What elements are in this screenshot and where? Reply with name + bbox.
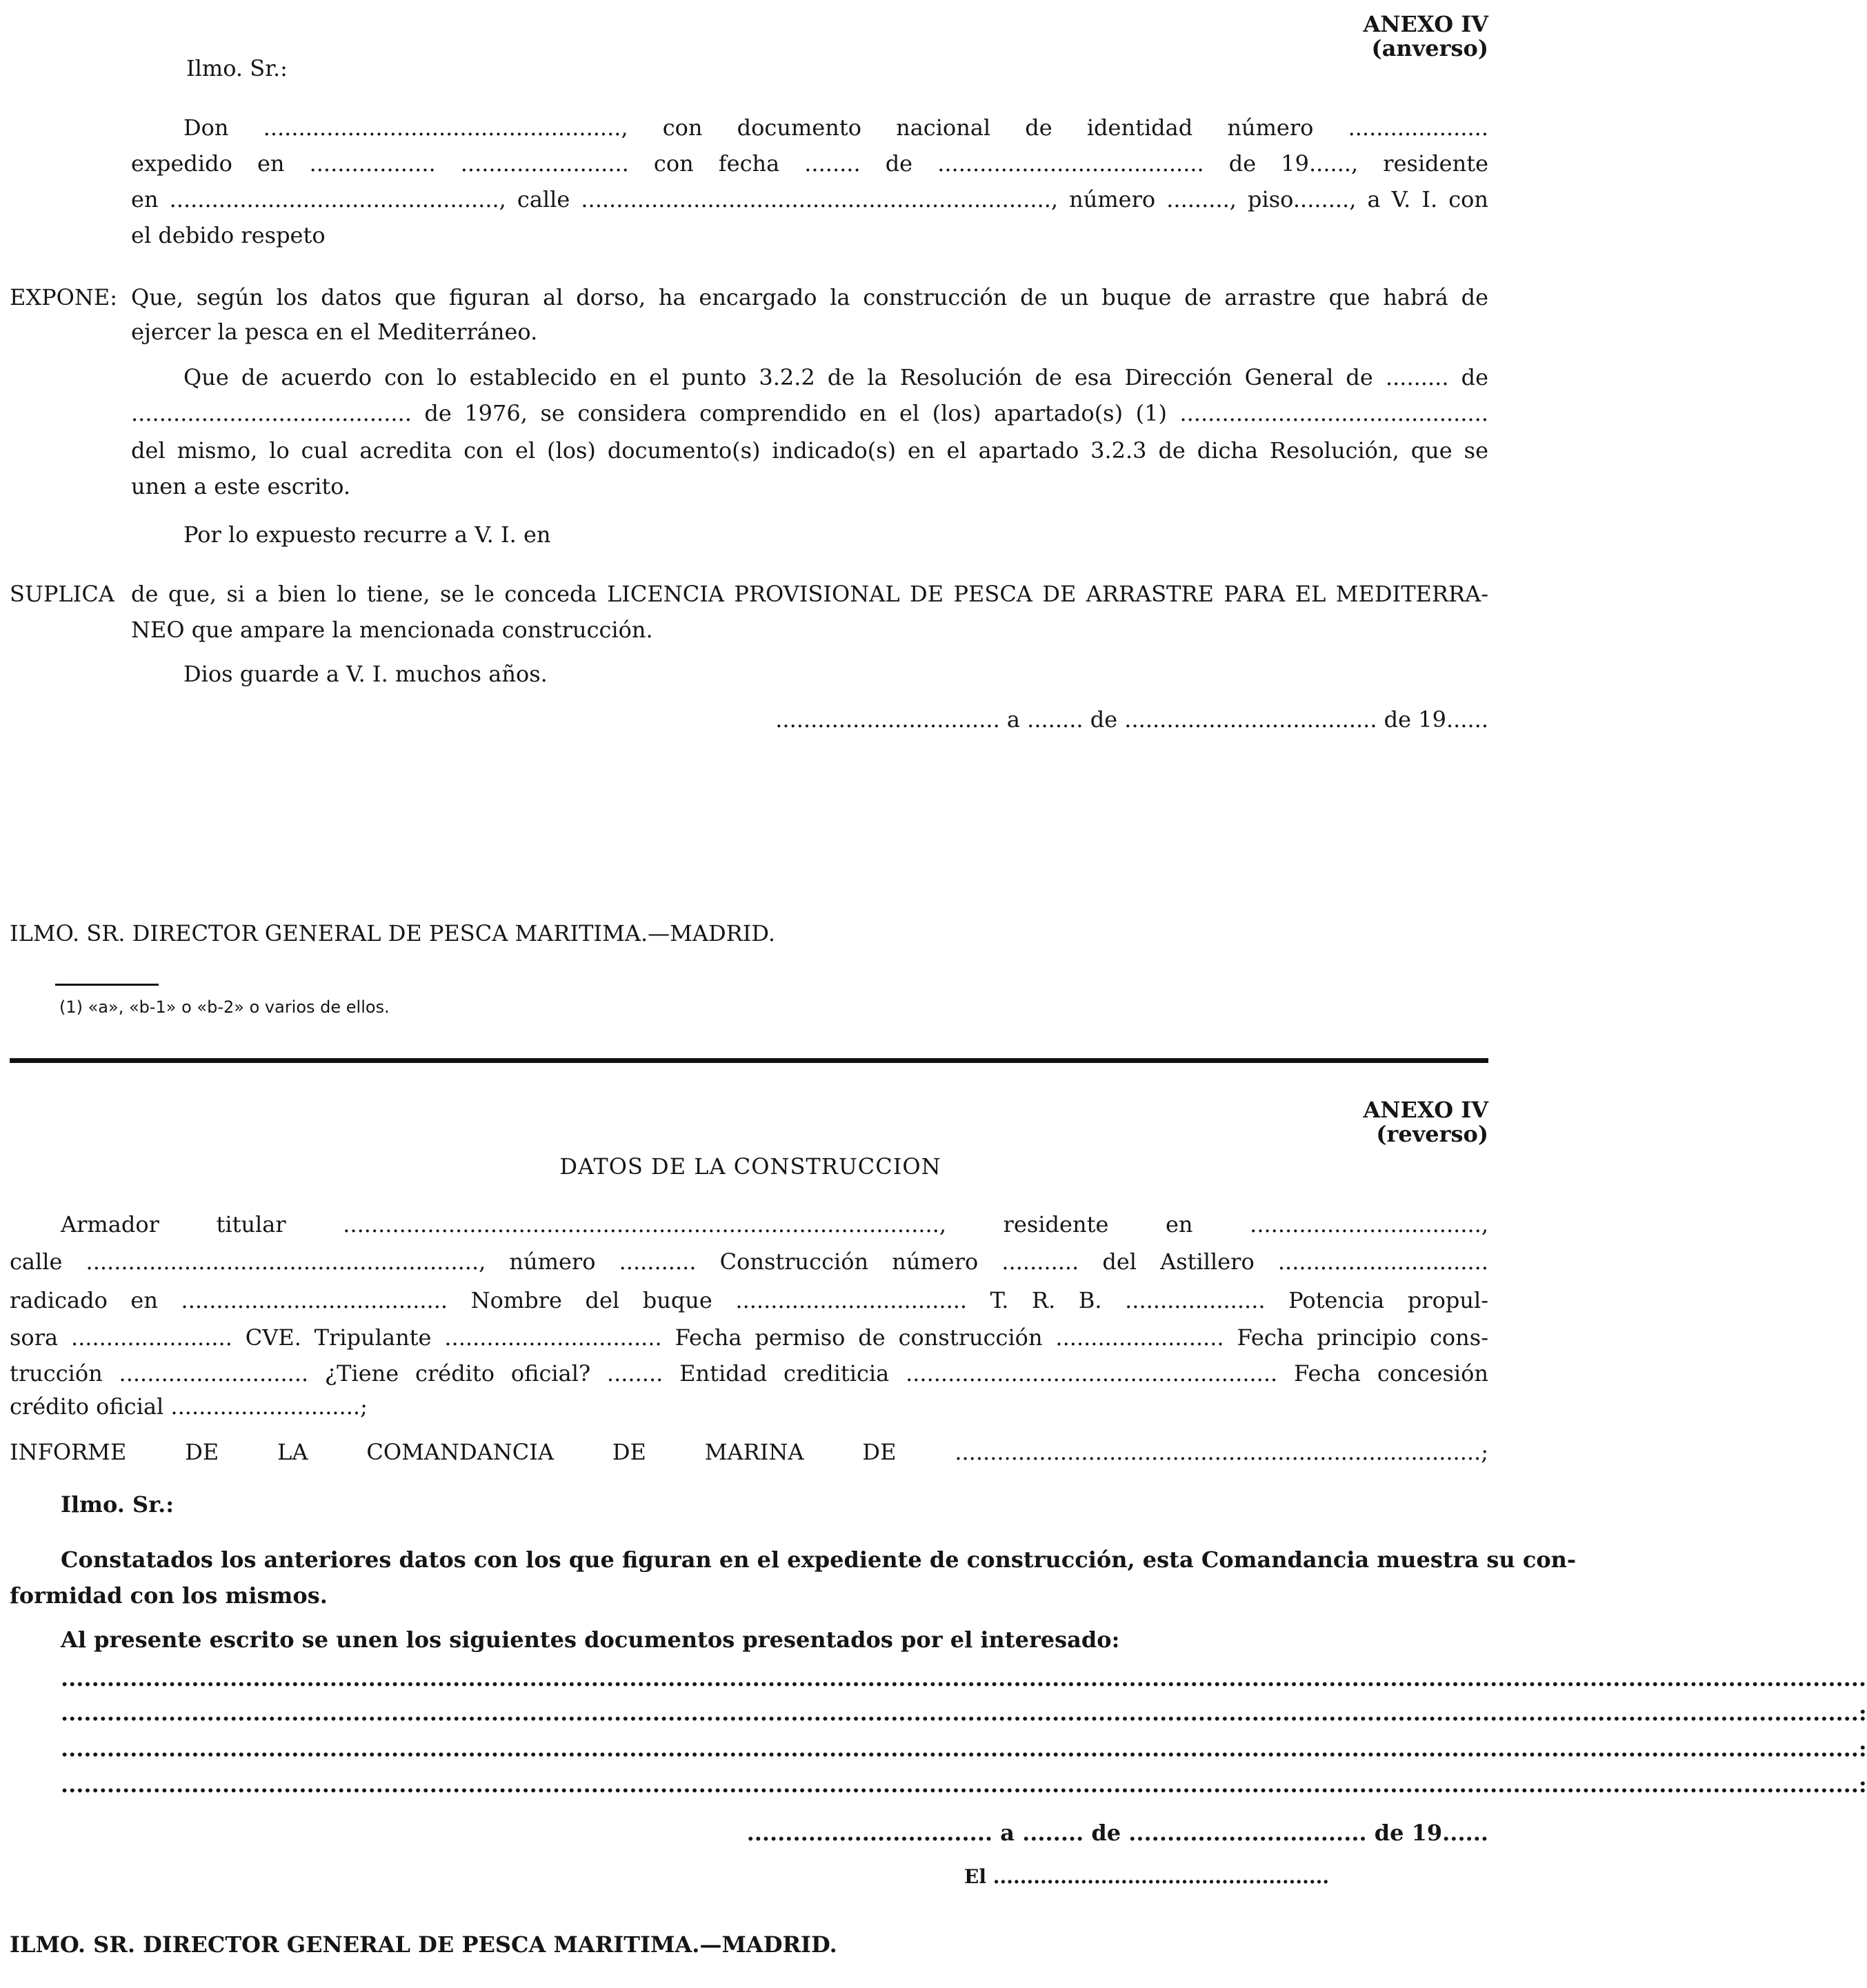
footnote-rule [55,984,159,986]
suplica-line: NEO que ampare la mencionada construcción. [131,617,653,643]
annex-side: (reverso) [1376,1121,1488,1148]
datos-line: trucción ........................... ¿Tiene crédito oficial? ........ Entidad crediticia ..................................................... Fecha concesión [10,1360,1488,1386]
datos-line: Armador titular ....................................................................................., residente en ................................., [61,1211,1488,1237]
date-line: ................................ a ........ de .................................... de 19...... [775,706,1488,733]
acuerdo-line: del mismo, lo cual acredita con el (los) documento(s) indicado(s) en el apartado 3.2.3 de dicha Resolución, que se [131,437,1488,464]
annex-heading [1363,12,1488,61]
signature-line: El .................................................. [964,1865,1330,1888]
suplica-line: de que, si a bien lo tiene, se le conceda LICENCIA PROVISIONAL DE PESCA DE ARRASTRE PARA EL MEDITERRA- [131,581,1488,607]
intro-line: en ..............................................., calle ..................................................................., número ........., piso........, a V. I. con [131,186,1488,212]
constatados-line: formidad con los mismos. [10,1582,328,1609]
salutation: Ilmo. Sr.: [61,1491,174,1518]
expone-label: EXPONE: [10,284,118,310]
document-entry-line: ........................................................................................................................................................................................................................................... [61,1665,1867,1691]
document-entry-line: ..........................................................................................................................................................................................................................................: [61,1771,1867,1798]
acuerdo-line: ........................................ de 1976, se considera comprendido en el (los) apartado(s) (1) ............................................ [131,400,1488,426]
addressee: ILMO. SR. DIRECTOR GENERAL DE PESCA MARITIMA.—MADRID. [10,920,776,946]
datos-line: calle ........................................................, número ........... Construcción número ........... del Astillero .............................. [10,1249,1488,1275]
datos-line: sora ....................... CVE. Tripulante ............................... Fecha permiso de construcción ........................ Fecha principio cons- [10,1324,1488,1351]
annex-title: ANEXO IV [1363,11,1488,37]
constatados-line: Constatados los anteriores datos con los que figuran en el expediente de construcción, esta Comandancia muestra su con- [61,1547,1577,1573]
acuerdo-line: Que de acuerdo con lo establecido en el punto 3.2.2 de la Resolución de esa Dirección General de ......... de [183,364,1488,390]
intro-line: Don ..................................................., con documento nacional de identidad número .................... [183,115,1488,141]
addressee: ILMO. SR. DIRECTOR GENERAL DE PESCA MARITIMA.—MADRID. [10,1931,837,1958]
annex-side: (anverso) [1371,35,1488,62]
expone-line: ejercer la pesca en el Mediterráneo. [131,319,538,345]
footnote: (1) «a», «b-1» o «b-2» o varios de ellos. [59,997,390,1017]
annex-heading [1363,1098,1488,1146]
datos-line: radicado en ...................................... Nombre del buque ................................. T. R. B. .................... Potencia propul- [10,1287,1488,1313]
por-lo-expuesto: Por lo expuesto recurre a V. I. en [183,521,551,548]
salutation: Ilmo. Sr.: [186,55,288,81]
intro-line: el debido respeto [131,222,326,248]
section-title: DATOS DE LA CONSTRUCCION [559,1153,941,1180]
acuerdo-line: unen a este escrito. [131,473,351,499]
datos-line: crédito oficial ...........................; [10,1393,368,1420]
annex-title: ANEXO IV [1363,1097,1488,1123]
informe-heading: INFORME DE LA COMANDANCIA DE MARINA DE ...........................................................................; [10,1439,1488,1465]
document-entry-line: ..........................................................................................................................................................................................................................................: [61,1736,1867,1762]
intro-line: expedido en .................. ........................ con fecha ........ de ...................................... de 19......, residente [131,150,1488,177]
expone-line: Que, según los datos que figuran al dorso, ha encargado la construcción de un buque de arrastre que habrá de [131,284,1488,310]
page-separator [10,1058,1488,1063]
documentos-intro: Al presente escrito se unen los siguientes documentos presentados por el interesado: [61,1627,1120,1653]
document-entry-line: ..........................................................................................................................................................................................................................................: [61,1700,1867,1726]
suplica-label: SUPLICA [10,581,114,607]
dios-guarde: Dios guarde a V. I. muchos años. [183,661,548,687]
date-line: ................................ a ........ de ............................... de 19...... [746,1820,1488,1846]
